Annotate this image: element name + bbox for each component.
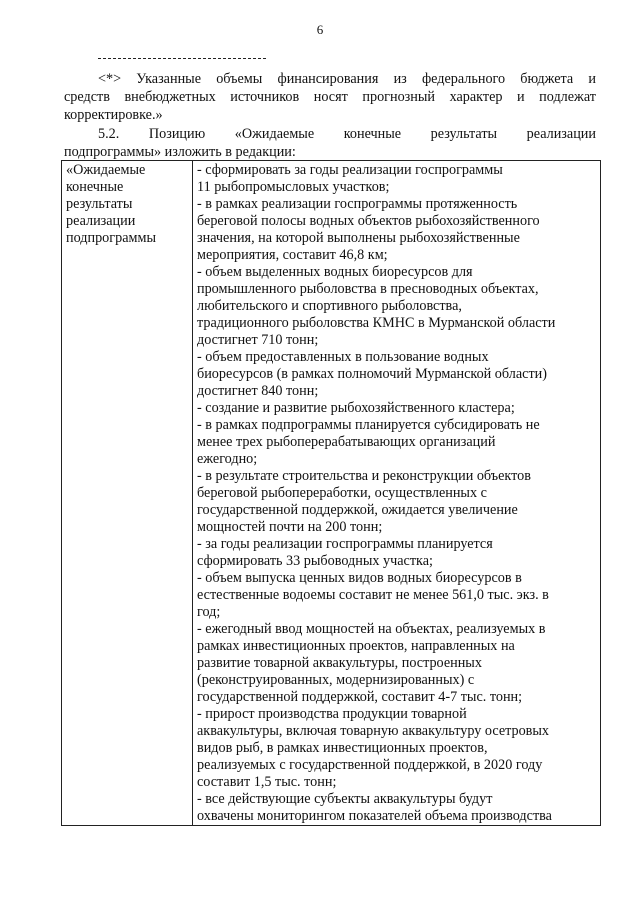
label-line: конечные xyxy=(66,179,124,195)
footnote-line-2: средств внебюджетных источников носят прогнозный характер и подлежат xyxy=(64,89,596,105)
content-line: охвачены мониторингом показателей объема производства xyxy=(197,808,552,824)
page-number: 6 xyxy=(316,22,324,37)
content-line: - все действующие субъекты аквакультуры будут xyxy=(197,791,493,807)
label-line: подпрограммы xyxy=(66,230,156,246)
results-table xyxy=(61,160,601,826)
content-line: видов рыб, в рамках инвестиционных проектов, xyxy=(197,740,488,756)
content-line: реализуемых с государственной поддержкой, в 2020 году xyxy=(197,757,543,773)
content-line: промышленного рыболовства в пресноводных объектах, xyxy=(197,281,539,297)
content-line: - сформировать за годы реализации госпрограммы xyxy=(197,162,503,178)
content-line: достигнет 840 тонн; xyxy=(197,383,319,399)
content-line: сформировать 33 рыбоводных участка; xyxy=(197,553,433,569)
content-line: - ежегодный ввод мощностей на объектах, реализуемых в xyxy=(197,621,546,637)
content-line: развитие товарной аквакультуры, построенных xyxy=(197,655,482,671)
content-line: - за годы реализации госпрограммы планируется xyxy=(197,536,493,552)
content-line: мероприятия, составит 46,8 км; xyxy=(197,247,388,263)
item-line-2: подпрограммы» изложить в редакции: xyxy=(64,144,296,160)
label-line: реализации xyxy=(66,213,136,229)
content-line: государственной поддержкой, ожидается увеличение xyxy=(197,502,518,518)
content-line: ежегодно; xyxy=(197,451,258,467)
content-line: мощностей почти на 200 тонн; xyxy=(197,519,383,535)
content-line: (реконструированных, модернизированных) с xyxy=(197,672,475,688)
footnote-line-3: корректировке.» xyxy=(64,107,163,123)
content-line: - объем предоставленных в пользование водных xyxy=(197,349,489,365)
content-line: - объем выделенных водных биоресурсов для xyxy=(197,264,473,280)
footnote-line-1: <*> Указанные объемы финансирования из федерального бюджета и xyxy=(98,71,596,87)
content-line: государственной поддержкой, составит 4-7 тыс. тонн; xyxy=(197,689,523,705)
content-line: естественные водоемы составит не менее 561,0 тыс. экз. в xyxy=(197,587,549,603)
content-cell xyxy=(193,161,601,826)
content-line: - объем выпуска ценных видов водных биоресурсов в xyxy=(197,570,522,586)
content-line: - создание и развитие рыбохозяйственного кластера; xyxy=(197,400,515,416)
content-line: аквакультуры, включая товарную аквакультуру осетровых xyxy=(197,723,549,739)
content-line: - прирост производства продукции товарной xyxy=(197,706,467,722)
content-line: 11 рыбопромысловых участков; xyxy=(197,179,390,195)
content-line: любительского и спортивного рыболовства, xyxy=(197,298,462,314)
table-row xyxy=(62,161,601,826)
content-line: береговой полосы водных объектов рыбохозяйственного xyxy=(197,213,540,229)
content-line: береговой рыбопереработки, осуществленных с xyxy=(197,485,487,501)
content-line: достигнет 710 тонн; xyxy=(197,332,319,348)
content-line: традиционного рыболовства КМНС в Мурманской области xyxy=(197,315,556,331)
label-cell xyxy=(62,161,193,826)
content-line: значения, на которой выполнены рыбохозяйственные xyxy=(197,230,520,246)
content-line: рамках инвестиционных проектов, направленных на xyxy=(197,638,515,654)
label-line: «Ожидаемые xyxy=(66,162,146,178)
footnote-separator xyxy=(98,58,266,59)
content-line: составит 1,5 тыс. тонн; xyxy=(197,774,337,790)
content-line: - в рамках подпрограммы планируется субсидировать не xyxy=(197,417,540,433)
content-line: менее трех рыбоперерабатывающих организаций xyxy=(197,434,496,450)
content-line: биоресурсов (в рамках полномочий Мурманской области) xyxy=(197,366,547,382)
label-line: результаты xyxy=(66,196,133,212)
content-line: год; xyxy=(197,604,221,620)
content-line: - в результате строительства и реконструкции объектов xyxy=(197,468,531,484)
item-line-1: 5.2. Позицию «Ожидаемые конечные результаты реализации xyxy=(98,126,596,142)
content-line: - в рамках реализации госпрограммы протяженность xyxy=(197,196,518,212)
